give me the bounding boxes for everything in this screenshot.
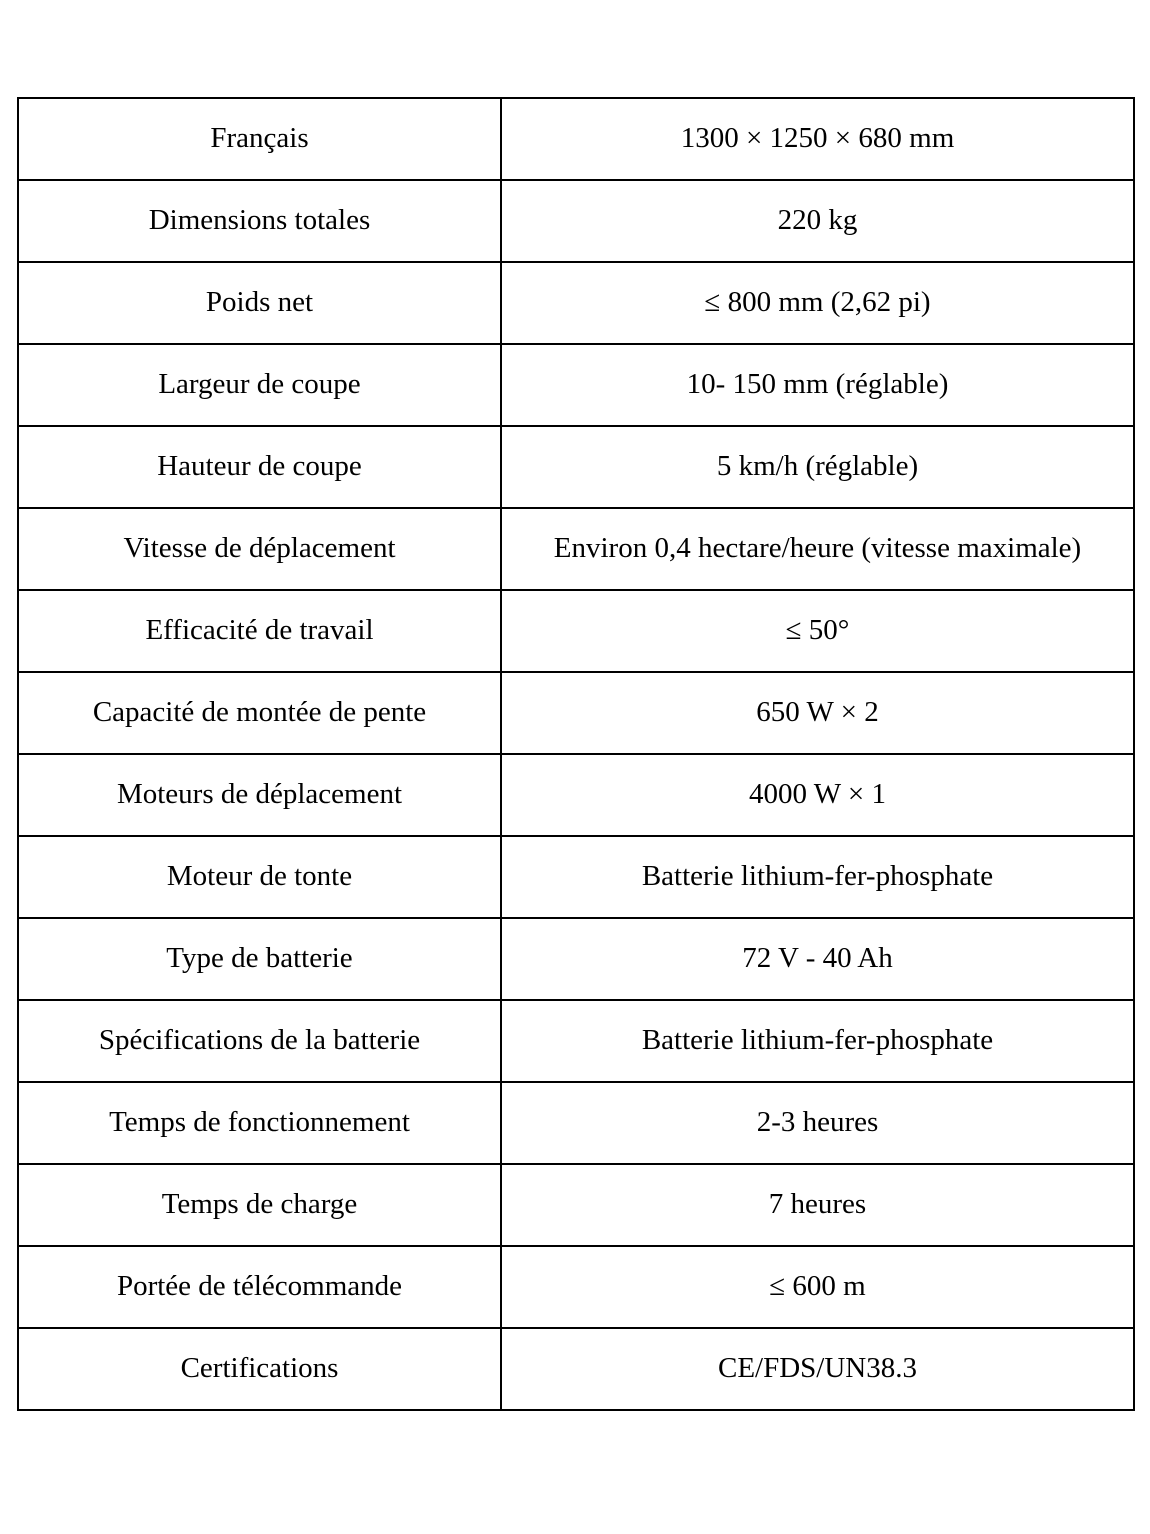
spec-value: 1300 × 1250 × 680 mm xyxy=(501,98,1134,180)
spec-label: Certifications xyxy=(18,1328,501,1410)
spec-label: Efficacité de travail xyxy=(18,590,501,672)
table-row xyxy=(18,1328,1134,1410)
spec-value: ≤ 800 mm (2,62 pi) xyxy=(501,262,1134,344)
spec-value: 7 heures xyxy=(501,1164,1134,1246)
spec-value: 4000 W × 1 xyxy=(501,754,1134,836)
spec-label: Moteur de tonte xyxy=(18,836,501,918)
spec-label: Temps de fonctionnement xyxy=(18,1082,501,1164)
table-row xyxy=(18,180,1134,262)
table-row xyxy=(18,754,1134,836)
spec-value: Batterie lithium-fer-phosphate xyxy=(501,836,1134,918)
spec-label: Français xyxy=(18,98,501,180)
spec-value: 220 kg xyxy=(501,180,1134,262)
spec-value: 5 km/h (réglable) xyxy=(501,426,1134,508)
spec-value: Environ 0,4 hectare/heure (vitesse maximale) xyxy=(501,508,1134,590)
spec-value: ≤ 600 m xyxy=(501,1246,1134,1328)
table-row xyxy=(18,262,1134,344)
spec-label: Type de batterie xyxy=(18,918,501,1000)
spec-value: 650 W × 2 xyxy=(501,672,1134,754)
spec-value: 2-3 heures xyxy=(501,1082,1134,1164)
spec-value: Batterie lithium-fer-phosphate xyxy=(501,1000,1134,1082)
spec-label: Moteurs de déplacement xyxy=(18,754,501,836)
table-row xyxy=(18,98,1134,180)
spec-value: CE/FDS/UN38.3 xyxy=(501,1328,1134,1410)
spec-label: Poids net xyxy=(18,262,501,344)
table-row xyxy=(18,1082,1134,1164)
spec-value: ≤ 50° xyxy=(501,590,1134,672)
table-row xyxy=(18,1164,1134,1246)
table-row xyxy=(18,590,1134,672)
table-row xyxy=(18,836,1134,918)
spec-value: 72 V - 40 Ah xyxy=(501,918,1134,1000)
table-row xyxy=(18,508,1134,590)
spec-value: 10- 150 mm (réglable) xyxy=(501,344,1134,426)
table-row xyxy=(18,344,1134,426)
table-row xyxy=(18,1246,1134,1328)
spec-label: Dimensions totales xyxy=(18,180,501,262)
table-row xyxy=(18,426,1134,508)
table-row xyxy=(18,1000,1134,1082)
table-row xyxy=(18,918,1134,1000)
spec-label: Temps de charge xyxy=(18,1164,501,1246)
table-row xyxy=(18,672,1134,754)
spec-label: Portée de télécommande xyxy=(18,1246,501,1328)
spec-table xyxy=(17,97,1135,1411)
spec-label: Hauteur de coupe xyxy=(18,426,501,508)
spec-label: Vitesse de déplacement xyxy=(18,508,501,590)
spec-label: Spécifications de la batterie xyxy=(18,1000,501,1082)
spec-label: Largeur de coupe xyxy=(18,344,501,426)
spec-label: Capacité de montée de pente xyxy=(18,672,501,754)
